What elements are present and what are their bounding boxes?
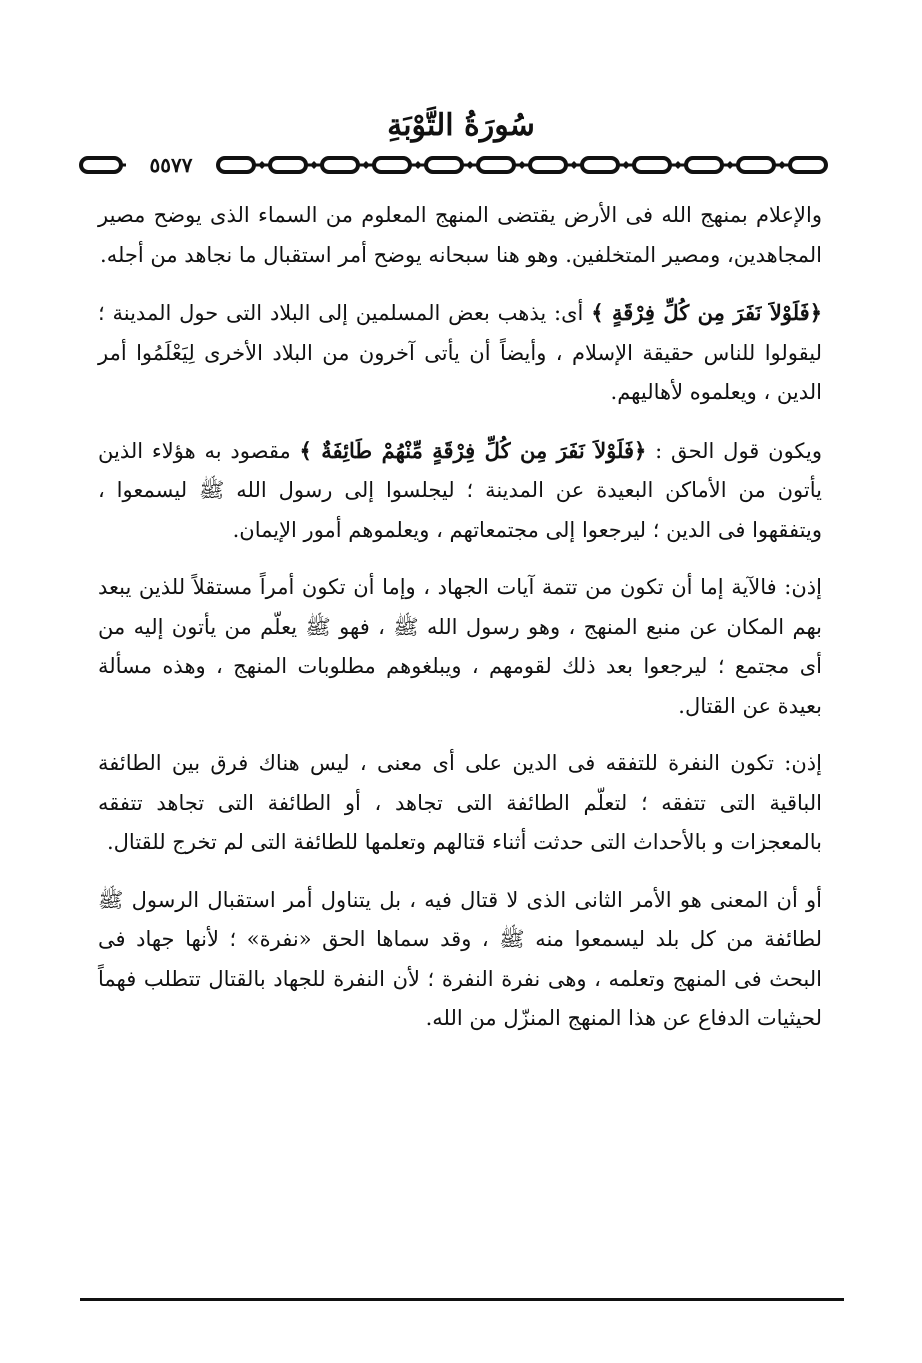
- chain-link: [322, 158, 358, 172]
- chain-link: [426, 158, 462, 172]
- body-text: [98, 196, 822, 1057]
- paragraph: [98, 881, 822, 1039]
- paragraph: [98, 744, 822, 863]
- chain-diamond: [414, 161, 422, 169]
- chain-link: [790, 158, 826, 172]
- chain-link: [582, 158, 618, 172]
- chain-diamond: [726, 161, 734, 169]
- paragraph-text: إذن: تكون النفرة للتفقه فى الدين على أى معنى ، ليس هناك فرق بين الطائفة الباقية التى تتفقه ؛ لتعلّم الطائفة التى تجاهد ، أو الطائفة التى تجاهد تتفقه بالمعجزات و بالأحداث التى حدثت أثناء قتالهم وتعلمها للطائفة التى لم تخرج للقتال.: [98, 751, 822, 854]
- paragraph-text: أو أن المعنى هو الأمر الثانى الذى لا قتال فيه ، بل يتناول أمر استقبال الرسول ﷺ لطائفة من كل بلد ليسمعوا منه ﷺ ، وقد سماها الحق «نفرة» ؛ لأنها جهاد فى البحث فى المنهج وتعلمه ، وهى نفرة النفرة ؛ لأن النفرة للجهاد بالقتال تتطلب فهماً لحيثيات الدفاع عن هذا المنهج المنزّل من الله.: [98, 887, 822, 1030]
- chain-link: [686, 158, 722, 172]
- paragraph-text: والإعلام بمنهج الله فى الأرض يقتضى المنهج المعلوم من السماء الذى يوضح مصير المجاهدين، ومصير المتخلفين. وهو هنا سبحانه يوضح أمر استقبال ما نجاهد من أجله.: [98, 203, 822, 267]
- decorative-header-band: [78, 150, 845, 180]
- paragraph: [98, 568, 822, 726]
- chain-diamond: [622, 161, 630, 169]
- surah-title: سُورَةُ التَّوْبَةِ: [387, 108, 535, 143]
- chain-diamond: [310, 161, 318, 169]
- paragraph-text: مقصود به هؤلاء الذين يأتون من الأماكن البعيدة عن المدينة ؛ ليجلسوا إلى رسول الله ﷺ ليسمعوا ، ويتفقهوا فى الدين ؛ ليرجعوا إلى مجتمعاتهم ، ويعلموهم أمور الإيمان.: [98, 438, 822, 542]
- chain-link: [81, 158, 121, 172]
- chain-diamond: [518, 161, 526, 169]
- paragraph: [98, 431, 822, 551]
- chain-diamond: [778, 161, 786, 169]
- paragraph-text: أى: يذهب بعض المسلمين إلى البلاد التى حول المدينة ؛ ليقولوا للناس حقيقة الإسلام ، وأيضاً أن يأتى آخرون من البلاد الأخرى لِيَعْلَمُوا أمر الدين ، ويعلموه لأهاليهم.: [98, 301, 822, 404]
- page-number: ٥٥٧٧: [126, 150, 216, 180]
- chain-diamond: [570, 161, 578, 169]
- chain-diamond: [466, 161, 474, 169]
- paragraph-text: إذن: فالآية إما أن تكون من تتمة آيات الجهاد ، وإما أن تكون أمراً مستقلاً للذين يبعد بهم المكان عن منبع المنهج ، وهو رسول الله ﷺ ، فهو ﷺ يعلّم من يأتون إليه من أى مجتمع ؛ ليرجعوا بعد ذلك لقومهم ، ويبلغوهم مطلوبات المنهج ، وهذه مسألة بعيدة عن القتال.: [98, 575, 822, 718]
- paragraph: [98, 293, 822, 413]
- footer-rule: [80, 1298, 844, 1301]
- quran-verse: ﴿فَلَوْلاَ نَفَرَ مِن كُلِّ فِرْقَةٍ مِّنْهُمْ طَائِفَةٌ ﴾: [299, 437, 647, 463]
- chain-link: [270, 158, 306, 172]
- paragraph-text: ويكون قول الحق :: [646, 438, 823, 463]
- chain-link: [374, 158, 410, 172]
- chain-link: [634, 158, 670, 172]
- chain-link: [738, 158, 774, 172]
- chain-link: [530, 158, 566, 172]
- quran-verse: ﴿فَلَوْلاَ نَفَرَ مِن كُلِّ فِرْقَةٍ ﴾: [591, 300, 822, 325]
- chain-link: [478, 158, 514, 172]
- chain-diamond: [674, 161, 682, 169]
- chain-diamond: [362, 161, 370, 169]
- chain-link: [218, 158, 254, 172]
- paragraph: [98, 196, 822, 275]
- chain-diamond: [258, 161, 266, 169]
